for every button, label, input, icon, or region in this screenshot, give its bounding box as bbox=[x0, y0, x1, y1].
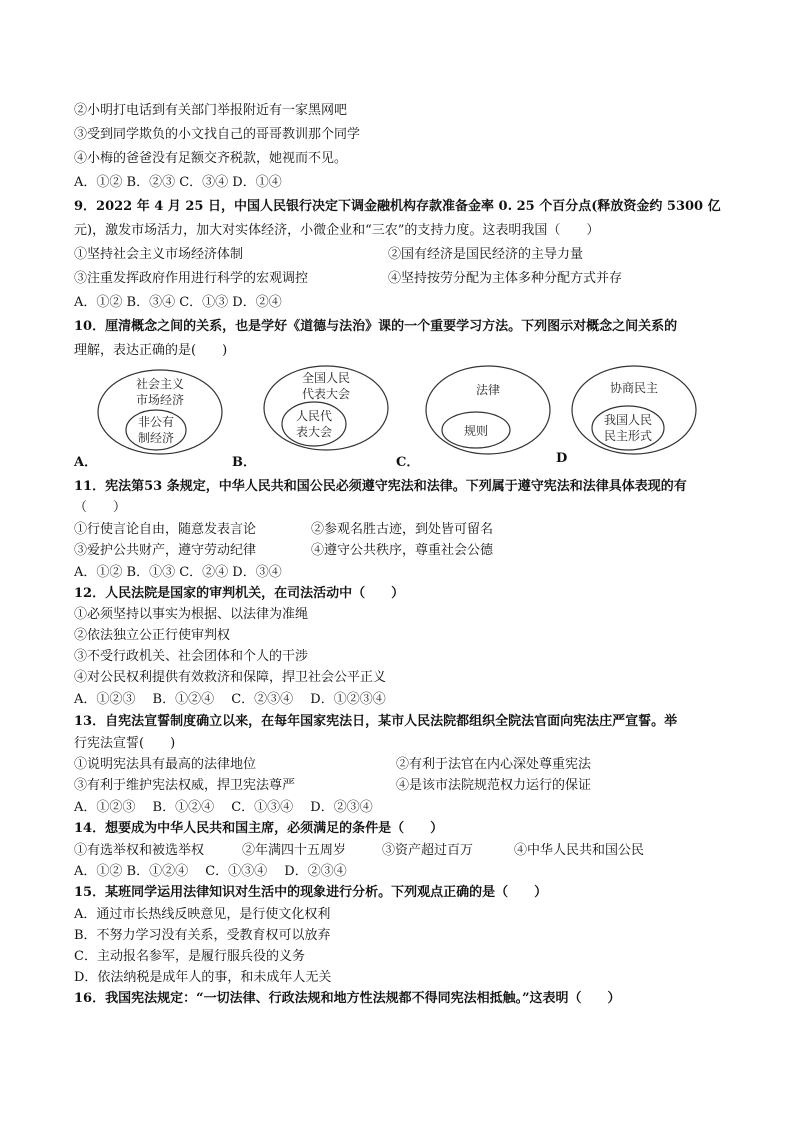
q14-option-3: ③资产超过百万 bbox=[382, 843, 474, 858]
q10-stem-line1: 10．厘清概念之间的关系，也是学好《道德与法治》课的一个重要学习方法。下列图示对概念之间关系的 bbox=[74, 319, 678, 334]
q9-option-3: ③注重发挥政府作用进行科学的宏观调控 bbox=[74, 271, 309, 286]
q8-option-4: ④小梅的爸爸没有足额交齐税款，她视而不见。 bbox=[74, 151, 348, 166]
q15-option-b: B．不努力学习没有关系，受教育权可以放弃 bbox=[74, 928, 331, 943]
q10-figure-a bbox=[96, 368, 226, 458]
fig-d-inner-line2: 民主形式 bbox=[603, 429, 653, 443]
q11-option-3: ③爱护公共财产，遵守劳动纪律 bbox=[74, 543, 257, 558]
q9-choices: A．①② B．③④ C．①③ D．②④ bbox=[74, 295, 282, 310]
q14-option-2: ②年满四十五周岁 bbox=[242, 843, 347, 858]
fig-c-inner-line1: 规则 bbox=[463, 424, 489, 438]
q11-stem-line2: （ ） bbox=[74, 500, 127, 515]
fig-d-outer-line1: 协商民主 bbox=[609, 381, 659, 395]
q10-label-b: B． bbox=[232, 455, 256, 470]
q10-figure-b bbox=[262, 364, 392, 454]
q13-stem-line2: 行宪法宣誓( ) bbox=[74, 736, 176, 751]
q9-option-4: ④坚持按劳分配为主体多种分配方式并存 bbox=[388, 271, 623, 286]
q12-choices: A．①②③ B．①②④ C．②③④ D．①②③④ bbox=[74, 692, 386, 707]
q12-option-3: ③不受行政机关、社会团体和个人的干涉 bbox=[74, 649, 309, 664]
q12-option-2: ②依法独立公正行使审判权 bbox=[74, 628, 231, 643]
q13-option-1: ①说明宪法具有最高的法律地位 bbox=[74, 757, 257, 772]
q16-stem: 16．我国宪法规定：“一切法律、行政法规和地方性法规都不得同宪法相抵触。”这表明（ ） bbox=[74, 991, 621, 1006]
q10-stem-line2: 理解，表达正确的是( ) bbox=[74, 343, 228, 358]
q10-label-c: C． bbox=[396, 455, 420, 470]
q15-option-a: A．通过市长热线反映意见，是行使文化权利 bbox=[74, 907, 331, 922]
q8-option-3: ③受到同学欺负的小文找自己的哥哥教训那个同学 bbox=[74, 127, 361, 142]
q11-choices: A．①② B．①③ C．②④ D．③④ bbox=[74, 565, 282, 580]
q14-stem: 14．想要成为中华人民共和国主席，必须满足的条件是（ ） bbox=[74, 821, 444, 836]
q8-option-2: ②小明打电话到有关部门举报附近有一家黑网吧 bbox=[74, 103, 348, 118]
fig-b-inner-line2: 表大会 bbox=[295, 425, 333, 439]
q12-stem: 12．人民法院是国家的审判机关，在司法活动中（ ） bbox=[74, 586, 405, 601]
fig-b-inner-line1: 人民代 bbox=[295, 409, 333, 423]
fig-a-inner-line2: 制经济 bbox=[137, 431, 175, 445]
q8-choices: A．①② B．②③ C．③④ D．①④ bbox=[74, 175, 282, 190]
q11-option-1: ①行使言论自由，随意发表言论 bbox=[74, 522, 257, 537]
q10-label-d: D bbox=[556, 451, 568, 466]
fig-a-outer-line2: 市场经济 bbox=[135, 393, 185, 407]
q10-label-a: A． bbox=[74, 455, 98, 470]
q11-stem-line1: 11．宪法第53 条规定，中华人民共和国公民必须遵守宪法和法律。下列属于遵守宪法和法律具体表现的有 bbox=[74, 479, 687, 494]
fig-b-outer-line1: 全国人民 bbox=[301, 371, 351, 385]
q9-stem-line2: 元)，激发市场活力，加大对实体经济，小微企业和“三农”的支持力度。这表明我国（ ） bbox=[74, 223, 600, 238]
q15-option-c: C．主动报名参军，是履行服兵役的义务 bbox=[74, 949, 305, 964]
q10-figure-c bbox=[424, 364, 554, 456]
q10-figure-d bbox=[570, 364, 700, 456]
fig-d-inner-line1: 我国人民 bbox=[603, 413, 653, 427]
q9-option-1: ①坚持社会主义市场经济体制 bbox=[74, 247, 244, 262]
q12-option-1: ①必须坚持以事实为根据、以法律为准绳 bbox=[74, 607, 309, 622]
fig-b-outer-line2: 代表大会 bbox=[301, 387, 351, 401]
q13-option-4: ④是该市法院规范权力运行的保证 bbox=[396, 778, 592, 793]
fig-a-outer-line1: 社会主义 bbox=[135, 377, 185, 391]
q13-choices: A．①②③ B．①②④ C．①③④ D．②③④ bbox=[74, 800, 373, 815]
q15-option-d: D．依法纳税是成年人的事，和未成年人无关 bbox=[74, 970, 332, 985]
q11-option-4: ④遵守公共秩序，尊重社会公德 bbox=[311, 543, 494, 558]
fig-c-outer-line1: 法律 bbox=[475, 383, 501, 397]
fig-a-inner-line1: 非公有 bbox=[137, 415, 175, 429]
q13-stem-line1: 13．自宪法宣誓制度确立以来，在每年国家宪法日，某市人民法院都组织全院法官面向宪法庄严宣誓。举 bbox=[74, 714, 678, 729]
q12-option-4: ④对公民权利提供有效救济和保障，捍卫社会公平正义 bbox=[74, 670, 387, 685]
q9-stem-line1: 9．2022 年 4 月 25 日，中国人民银行决定下调金融机构存款准备金率 0. 25 个百分点(释放资金约 5300 亿 bbox=[74, 199, 721, 214]
q15-stem: 15．某班同学运用法律知识对生活中的现象进行分析。下列观点正确的是（ ） bbox=[74, 885, 548, 900]
q14-choices: A．①② B．①②④ C．①③④ D．②③④ bbox=[74, 864, 347, 879]
q11-option-2: ②参观名胜古迹，到处皆可留名 bbox=[311, 522, 494, 537]
q14-option-1: ①有选举权和被选举权 bbox=[74, 843, 205, 858]
q14-option-4: ④中华人民共和国公民 bbox=[514, 843, 645, 858]
q13-option-2: ②有利于法官在内心深处尊重宪法 bbox=[396, 757, 592, 772]
q13-option-3: ③有利于维护宪法权威，捍卫宪法尊严 bbox=[74, 778, 296, 793]
q9-option-2: ②国有经济是国民经济的主导力量 bbox=[388, 247, 584, 262]
